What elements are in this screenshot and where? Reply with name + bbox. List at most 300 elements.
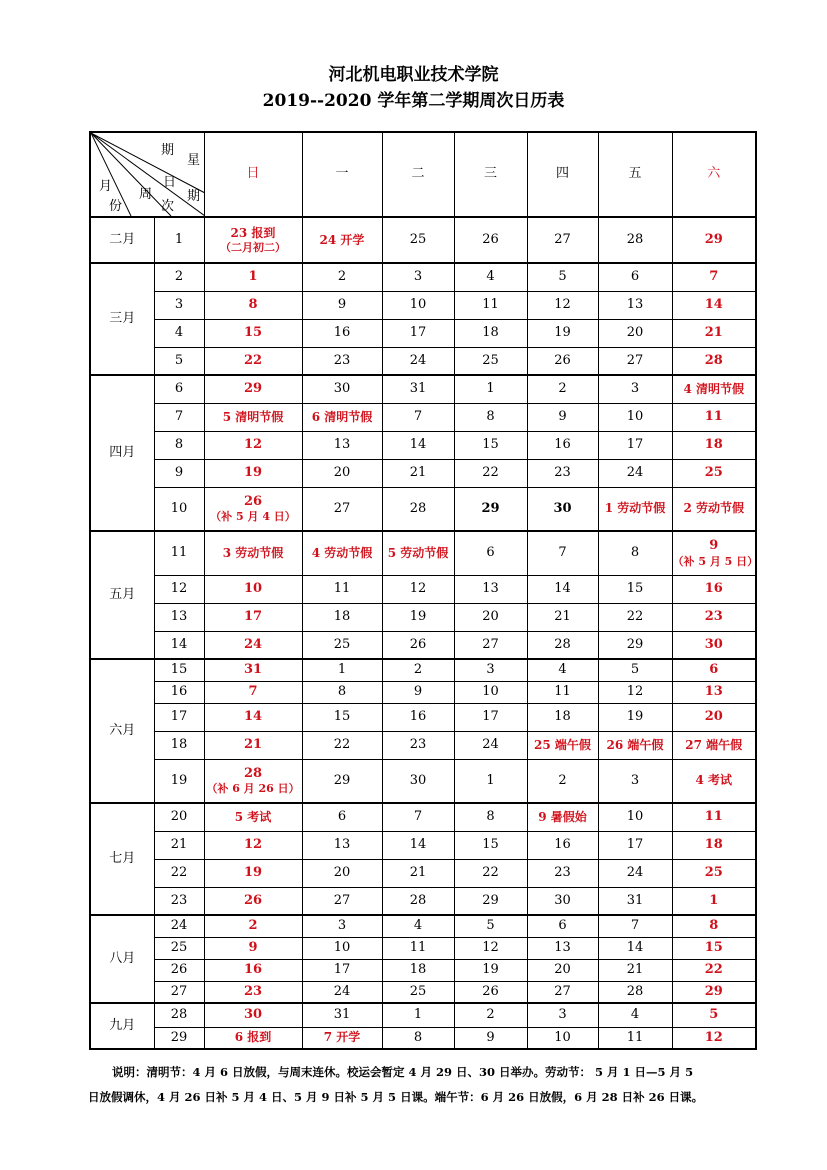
day-value: 10 xyxy=(626,809,644,825)
day-value: 22 xyxy=(626,608,644,624)
day-cell xyxy=(302,915,382,937)
day-value: 8 xyxy=(248,296,258,312)
day-value: 31 xyxy=(333,1007,351,1023)
day-cell xyxy=(672,291,756,319)
day-cell xyxy=(598,459,672,487)
day-value: 24 开学 xyxy=(319,232,365,247)
week-number-cell: 6 xyxy=(154,375,204,403)
page-subtitle: 2019--2020 学年第二学期周次日历表 xyxy=(262,91,565,111)
day-value: 24 xyxy=(626,864,644,880)
note-line: 说明：清明节：4 月 6 日放假，与周末连休。校运会暂定 4 月 29 日、30 日举办。劳动节： 5 月 1 日—5 月 5 xyxy=(112,1065,694,1079)
day-cell xyxy=(204,575,302,603)
day-cell xyxy=(454,459,527,487)
week-row xyxy=(90,959,756,981)
day-value: 12 xyxy=(704,1029,723,1045)
day-cell xyxy=(527,575,598,603)
day-cell xyxy=(454,1003,527,1027)
day-cell xyxy=(527,803,598,831)
week-number-cell: 9 xyxy=(154,459,204,487)
day-cell xyxy=(204,631,302,659)
day-value: 15 xyxy=(482,836,499,852)
day-cell xyxy=(454,531,527,575)
week-number-cell: 22 xyxy=(154,859,204,887)
day-value: 15 xyxy=(333,708,351,724)
day-value: 25 端午假 xyxy=(534,737,591,752)
day-cell xyxy=(382,803,454,831)
day-cell xyxy=(454,291,527,319)
week-number-cell: 10 xyxy=(154,487,204,531)
day-cell xyxy=(382,703,454,731)
day-value: 16 xyxy=(704,580,723,596)
day-value: 11 xyxy=(482,296,499,312)
day-cell xyxy=(598,703,672,731)
week-number-cell: 7 xyxy=(154,403,204,431)
day-cell xyxy=(527,659,598,681)
week-row xyxy=(90,603,756,631)
day-value: 27 xyxy=(333,892,351,908)
day-value: 10 xyxy=(554,1029,571,1045)
day-cell xyxy=(454,859,527,887)
day-value: 27 xyxy=(626,352,644,368)
day-value: 15 xyxy=(704,939,723,955)
week-row xyxy=(90,981,756,1003)
day-cell xyxy=(672,981,756,1003)
week-number-cell: 29 xyxy=(154,1027,204,1049)
day-cell xyxy=(302,803,382,831)
day-cell xyxy=(527,859,598,887)
day-value: 18 xyxy=(554,708,571,724)
day-cell xyxy=(527,319,598,347)
week-row xyxy=(90,887,756,915)
week-number-cell: 25 xyxy=(154,937,204,959)
week-number-cell: 14 xyxy=(154,631,204,659)
day-value: 6 xyxy=(558,918,567,934)
header-row xyxy=(90,132,756,217)
day-cell xyxy=(204,703,302,731)
day-cell xyxy=(302,291,382,319)
day-cell xyxy=(598,937,672,959)
day-value: 21 xyxy=(626,961,644,977)
day-cell xyxy=(382,659,454,681)
day-value: 23 xyxy=(243,983,263,999)
week-row xyxy=(90,403,756,431)
day-value: 2 xyxy=(248,918,258,934)
day-cell xyxy=(302,319,382,347)
day-value: 9 暑假始 xyxy=(538,809,587,824)
day-cell xyxy=(672,319,756,347)
day-cell xyxy=(302,981,382,1003)
day-cell xyxy=(454,1027,527,1049)
day-value: 23 xyxy=(409,736,427,752)
month-cell: 七月 xyxy=(90,803,154,915)
week-row xyxy=(90,681,756,703)
day-value: 22 xyxy=(482,864,499,880)
day-value: 20 xyxy=(333,464,351,480)
week-row xyxy=(90,375,756,403)
day-cell xyxy=(382,981,454,1003)
day-header-sat: 六 xyxy=(672,132,756,217)
week-row xyxy=(90,659,756,681)
day-cell xyxy=(672,803,756,831)
day-value: 5 xyxy=(709,1007,719,1023)
day-value: 3 劳动节假 xyxy=(222,545,284,560)
day-cell xyxy=(527,887,598,915)
week-row xyxy=(90,575,756,603)
day-value: 28 xyxy=(554,636,571,652)
day-cell xyxy=(527,959,598,981)
day-cell xyxy=(454,603,527,631)
day-value: 4 xyxy=(486,269,495,285)
day-cell xyxy=(302,575,382,603)
day-value: 12 xyxy=(482,939,499,955)
week-row xyxy=(90,459,756,487)
day-cell xyxy=(598,631,672,659)
day-cell xyxy=(454,631,527,659)
week-row xyxy=(90,263,756,291)
day-value: 1 xyxy=(486,381,495,397)
day-value: 5 考试 xyxy=(234,809,272,824)
day-value: 6 报到 xyxy=(234,1030,272,1045)
day-value: 19 xyxy=(554,324,571,340)
day-cell xyxy=(454,703,527,731)
day-cell xyxy=(204,681,302,703)
day-value: 28 xyxy=(704,352,723,368)
day-value: 2 xyxy=(337,269,347,285)
corner-label-ci: 次 xyxy=(161,199,175,214)
day-value: 4 清明节假 xyxy=(683,381,745,396)
day-value: 13 xyxy=(554,939,571,955)
day-cell xyxy=(527,759,598,803)
corner-label-fen: 份 xyxy=(109,199,123,214)
day-value: 24 xyxy=(482,736,499,752)
day-value: 17 xyxy=(333,961,351,977)
day-cell xyxy=(454,347,527,375)
day-value: 14 xyxy=(554,580,571,596)
day-value: 3 xyxy=(337,918,347,934)
day-value: 7 xyxy=(709,269,719,285)
day-value: 30 xyxy=(243,1007,263,1023)
day-cell xyxy=(454,375,527,403)
week-row xyxy=(90,759,756,803)
week-row xyxy=(90,859,756,887)
day-value: 22 xyxy=(243,352,263,368)
day-value: 6 xyxy=(337,809,347,825)
day-cell xyxy=(598,803,672,831)
day-value: 30 xyxy=(704,636,723,652)
day-value: 9 xyxy=(709,538,719,554)
day-value: 8 xyxy=(486,408,495,424)
day-value: 25 xyxy=(704,464,723,480)
month-cell: 三月 xyxy=(90,263,154,375)
week-number-cell: 16 xyxy=(154,681,204,703)
day-cell xyxy=(454,659,527,681)
day-value: 28 xyxy=(626,983,644,999)
day-cell xyxy=(454,959,527,981)
day-value: 23 xyxy=(554,864,571,880)
day-cell xyxy=(598,319,672,347)
day-cell xyxy=(382,575,454,603)
day-cell xyxy=(598,603,672,631)
corner-label-ri: 日 xyxy=(163,175,177,190)
day-value: 2 xyxy=(413,662,423,678)
day-cell xyxy=(302,217,382,263)
week-row xyxy=(90,1027,756,1049)
corner-label-zhou: 周 xyxy=(139,187,153,202)
day-cell xyxy=(527,403,598,431)
day-value: 8 xyxy=(630,545,640,561)
day-cell xyxy=(598,347,672,375)
day-cell xyxy=(527,263,598,291)
day-cell xyxy=(672,937,756,959)
day-value: 16 xyxy=(243,961,263,977)
day-cell xyxy=(454,915,527,937)
day-value: 26 xyxy=(409,636,427,652)
day-cell xyxy=(382,1027,454,1049)
day-value: 24 xyxy=(333,983,351,999)
day-value: 4 xyxy=(558,662,567,678)
day-value: 24 xyxy=(626,464,644,480)
day-value: 17 xyxy=(482,708,499,724)
day-value: 1 xyxy=(337,662,347,678)
day-cell xyxy=(598,681,672,703)
day-cell xyxy=(204,347,302,375)
day-header-wed: 三 xyxy=(454,132,527,217)
day-cell xyxy=(204,959,302,981)
day-cell xyxy=(382,915,454,937)
week-number-cell: 21 xyxy=(154,831,204,859)
notes xyxy=(88,1060,752,1110)
day-cell xyxy=(302,731,382,759)
day-value: 7 xyxy=(558,545,567,561)
week-number-cell: 5 xyxy=(154,347,204,375)
day-cell xyxy=(302,937,382,959)
day-value: 30 xyxy=(333,381,351,397)
day-cell xyxy=(672,703,756,731)
day-value: 30 xyxy=(553,500,572,516)
day-value: 10 xyxy=(482,683,499,699)
day-cell xyxy=(672,375,756,403)
day-cell xyxy=(598,1027,672,1049)
day-value: 7 xyxy=(630,918,640,934)
day-value: 29 xyxy=(704,983,723,999)
week-number-cell: 2 xyxy=(154,263,204,291)
day-value: 31 xyxy=(626,892,644,908)
day-value: 23 xyxy=(333,352,351,368)
day-header-fri: 五 xyxy=(598,132,672,217)
day-cell xyxy=(527,915,598,937)
day-value: 25 xyxy=(704,864,723,880)
month-cell: 六月 xyxy=(90,659,154,803)
day-value: 28 xyxy=(243,765,263,781)
day-value: 11 xyxy=(333,580,351,596)
calendar-table xyxy=(89,131,757,1050)
day-value: 19 xyxy=(626,708,644,724)
week-number-cell: 26 xyxy=(154,959,204,981)
week-row xyxy=(90,531,756,575)
day-value: 6 xyxy=(709,662,719,678)
day-value: 29 xyxy=(482,892,499,908)
day-value: 24 xyxy=(409,352,427,368)
day-cell xyxy=(302,459,382,487)
week-number-cell: 3 xyxy=(154,291,204,319)
day-value: 4 考试 xyxy=(695,773,733,788)
day-cell xyxy=(382,375,454,403)
day-cell xyxy=(672,263,756,291)
day-value: 1 xyxy=(486,772,495,788)
week-number-cell: 18 xyxy=(154,731,204,759)
day-value: 5 清明节假 xyxy=(222,409,284,424)
day-value: 11 xyxy=(626,1029,644,1045)
day-value: 25 xyxy=(482,352,499,368)
day-value: 26 xyxy=(482,231,499,247)
day-cell xyxy=(672,631,756,659)
day-header-thu: 四 xyxy=(527,132,598,217)
day-value: 1 xyxy=(248,269,258,285)
day-cell xyxy=(302,759,382,803)
day-value: 23 xyxy=(554,464,571,480)
day-value: 4 劳动节假 xyxy=(311,545,373,560)
week-number-cell: 15 xyxy=(154,659,204,681)
day-value: 18 xyxy=(482,324,499,340)
day-cell xyxy=(382,403,454,431)
calendar-body xyxy=(90,217,759,1049)
day-cell xyxy=(382,887,454,915)
week-number-cell: 20 xyxy=(154,803,204,831)
day-cell xyxy=(527,1027,598,1049)
day-value: 30 xyxy=(409,772,427,788)
day-value: 18 xyxy=(333,608,351,624)
week-number-cell: 12 xyxy=(154,575,204,603)
week-number-cell: 4 xyxy=(154,319,204,347)
day-value: 17 xyxy=(626,836,644,852)
day-value: 27 xyxy=(554,983,571,999)
day-value: 21 xyxy=(409,864,427,880)
day-value: 14 xyxy=(626,939,644,955)
day-value: 6 xyxy=(630,269,640,285)
day-value: 12 xyxy=(554,296,571,312)
day-value: 4 xyxy=(630,1007,640,1023)
day-cell xyxy=(527,347,598,375)
day-cell xyxy=(598,263,672,291)
day-cell xyxy=(527,1003,598,1027)
day-value: 23 报到 xyxy=(230,225,276,240)
day-value: 12 xyxy=(626,683,644,699)
day-value: 20 xyxy=(704,708,723,724)
day-cell xyxy=(382,1003,454,1027)
day-cell xyxy=(598,659,672,681)
day-value: 13 xyxy=(704,683,723,699)
week-number-cell: 11 xyxy=(154,531,204,575)
day-value: 14 xyxy=(704,296,723,312)
day-cell xyxy=(672,431,756,459)
day-cell xyxy=(454,937,527,959)
day-cell xyxy=(382,759,454,803)
day-subnote: （补 5 月 5 日） xyxy=(672,554,759,568)
day-cell xyxy=(672,531,759,575)
week-number-cell: 27 xyxy=(154,981,204,1003)
day-value: 25 xyxy=(333,636,351,652)
day-cell xyxy=(382,831,454,859)
week-row xyxy=(90,217,756,263)
corner-label-xing: 星 xyxy=(187,153,201,168)
day-cell xyxy=(302,681,382,703)
day-cell xyxy=(598,291,672,319)
day-value: 24 xyxy=(243,636,263,652)
corner-label-yue: 月 xyxy=(99,179,113,194)
day-cell xyxy=(527,531,598,575)
day-cell xyxy=(204,759,302,803)
day-cell xyxy=(454,217,527,263)
day-value: 20 xyxy=(333,864,351,880)
day-cell xyxy=(454,431,527,459)
day-cell xyxy=(204,263,302,291)
day-value: 29 xyxy=(626,636,644,652)
corner-header xyxy=(90,132,204,217)
day-cell xyxy=(382,959,454,981)
day-value: 11 xyxy=(704,408,723,424)
day-value: 26 xyxy=(554,352,571,368)
day-cell xyxy=(672,731,756,759)
day-cell xyxy=(454,263,527,291)
day-subnote: （补 6 月 26 日） xyxy=(206,782,300,795)
day-cell xyxy=(527,681,598,703)
day-value: 21 xyxy=(554,608,571,624)
day-value: 22 xyxy=(704,961,723,977)
day-header-mon: 一 xyxy=(302,132,382,217)
day-value: 27 xyxy=(554,231,571,247)
day-value: 10 xyxy=(409,296,427,312)
day-value: 4 xyxy=(413,918,423,934)
day-cell xyxy=(204,487,302,531)
day-cell xyxy=(598,731,672,759)
corner-label-qi2: 期 xyxy=(187,189,201,204)
day-cell xyxy=(204,291,302,319)
month-cell: 九月 xyxy=(90,1003,154,1049)
day-cell xyxy=(302,831,382,859)
day-value: 15 xyxy=(482,436,499,452)
day-cell xyxy=(672,487,756,531)
day-value: 27 端午假 xyxy=(685,737,743,752)
day-cell xyxy=(302,531,382,575)
day-cell xyxy=(382,603,454,631)
day-cell xyxy=(382,347,454,375)
day-cell xyxy=(302,631,382,659)
day-value: 5 xyxy=(630,662,640,678)
day-cell xyxy=(302,703,382,731)
day-value: 11 xyxy=(704,809,723,825)
week-row xyxy=(90,631,756,659)
day-cell xyxy=(672,1027,756,1049)
page-title: 河北机电职业技术学院 xyxy=(328,65,499,85)
day-cell xyxy=(598,859,672,887)
day-value: 26 端午假 xyxy=(606,737,664,752)
day-cell xyxy=(382,531,454,575)
day-value: 16 xyxy=(554,436,571,452)
day-cell xyxy=(598,1003,672,1027)
day-cell xyxy=(382,431,454,459)
day-cell xyxy=(204,659,302,681)
day-value: 8 xyxy=(337,683,347,699)
day-value: 9 xyxy=(248,939,258,955)
day-cell xyxy=(302,959,382,981)
day-cell xyxy=(302,375,382,403)
day-cell xyxy=(454,487,527,531)
day-cell xyxy=(382,859,454,887)
day-cell xyxy=(598,915,672,937)
day-cell xyxy=(382,487,454,531)
day-value: 19 xyxy=(243,864,263,880)
day-value: 13 xyxy=(333,436,351,452)
